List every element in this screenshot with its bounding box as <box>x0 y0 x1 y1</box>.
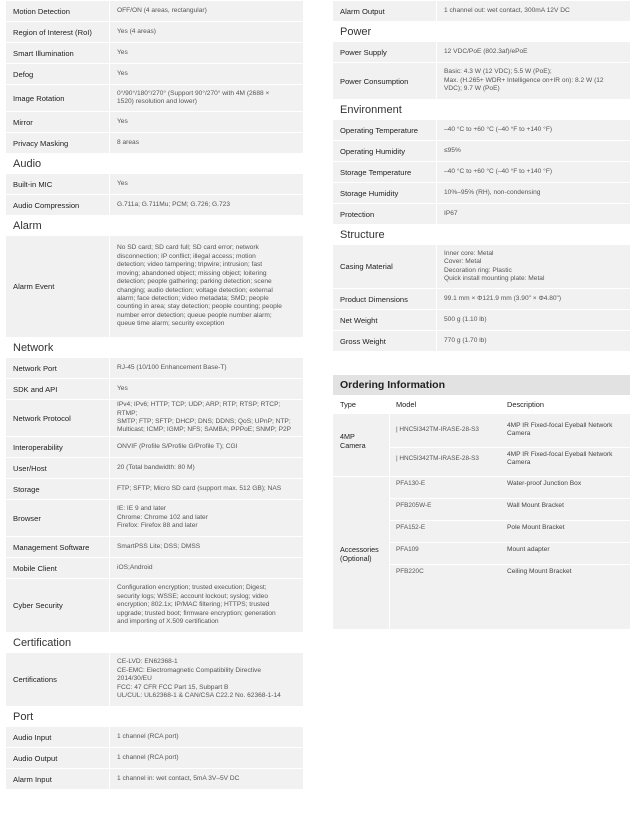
spec-value-line: 1 channel (RCA port) <box>117 753 179 761</box>
spec-label: SDK and API <box>13 384 58 394</box>
spec-group-alarm <box>6 235 303 337</box>
spec-row-audio-output <box>6 747 303 768</box>
spec-value-line: Decoration ring: Plastic <box>444 266 512 274</box>
spec-label: Browser <box>13 513 41 523</box>
spec-row-storage-temperature <box>333 161 630 182</box>
ordering-body <box>333 414 630 629</box>
spec-label: Privacy Masking <box>13 138 69 148</box>
spec-row-sdk-and-api <box>6 378 303 399</box>
spec-value-line: queue time alarm; security exception <box>117 320 225 328</box>
spec-value-line: Multicast; ICMP; IGMP; NFS; SAMBA; PPPoE; SNMP; P2P <box>117 426 292 434</box>
spec-label: Audio Output <box>13 753 58 763</box>
spec-value-line: ≤95% <box>444 146 461 154</box>
ordering-header-type: Type <box>340 400 357 409</box>
spec-value-line: G.711a; G.711Mu; PCM; G.726; G.723 <box>117 200 231 208</box>
spec-value-line: Yes <box>117 69 128 77</box>
spec-row-audio-compression <box>6 194 303 215</box>
spec-row-management-software <box>6 536 303 557</box>
spec-label: Audio Input <box>13 732 52 742</box>
spec-label: Region of Interest (RoI) <box>13 27 92 37</box>
spec-row-image-rotation <box>6 84 303 111</box>
spec-value-line: SmartPSS Lite; DSS; DMSS <box>117 542 201 550</box>
spec-value-line: alarm; face detection; video metadata; SMD; people <box>117 294 269 302</box>
spec-value <box>109 85 303 111</box>
spec-row-alarm-input <box>6 768 303 789</box>
spec-value-line: SMTP; FTP; SFTP; DHCP; DNS; DDNS; QoS; UPnP; NTP; <box>117 418 291 425</box>
ordering-description: Wall Mount Bracket <box>507 502 564 509</box>
section-title-power: Power <box>340 26 372 38</box>
spec-value-line: CE-EMC: Electromagnetic Compatibility Directive <box>117 666 262 674</box>
ordering-header-model: Model <box>396 400 417 409</box>
ordering-description: Ceiling Mount Bracket <box>507 568 572 575</box>
spec-value-line: No SD card; SD card full; SD card error; network <box>117 244 259 252</box>
section-title-certification: Certification <box>13 637 72 649</box>
spec-row-certifications <box>6 652 303 706</box>
spec-value <box>109 174 303 194</box>
spec-row-storage <box>6 478 303 499</box>
spec-value <box>436 310 630 330</box>
spec-group-power <box>333 41 630 99</box>
spec-row-defog <box>6 63 303 84</box>
spec-value-line: 500 g (1.10 lb) <box>444 315 487 323</box>
spec-label: Image Rotation <box>13 93 65 103</box>
spec-label: Defog <box>13 69 34 79</box>
spec-value <box>109 22 303 42</box>
spec-value-line: Firefox: Firefox 88 and later <box>117 522 198 530</box>
ordering-header-description: Description <box>507 400 544 409</box>
ordering-model: | HNC5I342TM-IRASE-28-S3 <box>396 455 479 462</box>
spec-value-line: Max. (H.265+ WDR+ Intelligence on+IR on): 8.2 W (12 <box>444 76 604 84</box>
spec-value-line: VDC); 9.7 W (PoE) <box>444 85 500 93</box>
left-spec-column <box>6 0 303 789</box>
spec-value-line: iOS;Android <box>117 563 153 571</box>
spec-label: Alarm Output <box>340 6 385 16</box>
spec-value-line: encryption; 802.1x; IP/MAC filtering; HTTPS; trusted <box>117 601 270 609</box>
spec-value-line: Yes <box>117 384 128 392</box>
spec-row-network-port <box>6 357 303 378</box>
spec-value-line: FCC: 47 CFR FCC Part 15, Subpart B <box>117 683 229 691</box>
right-spec-column <box>333 0 630 629</box>
spec-value <box>109 579 303 632</box>
spec-row-net-weight <box>333 309 630 330</box>
spec-row-mirror <box>6 111 303 132</box>
spec-value <box>109 748 303 768</box>
spec-value <box>109 64 303 84</box>
spec-label: Alarm Input <box>13 774 52 784</box>
spec-row-user-host <box>6 457 303 478</box>
spec-value <box>109 133 303 153</box>
ordering-description: 4MP IR Fixed-focal Eyeball Network Camera <box>507 422 613 438</box>
spec-group-structure <box>333 244 630 351</box>
spec-value-line: disconnection; IP conflict; illegal access; motion <box>117 252 256 260</box>
spec-label: Gross Weight <box>340 336 386 346</box>
spec-label: Storage Temperature <box>340 167 412 177</box>
spec-row-browser <box>6 499 303 536</box>
spec-value-line: detection; people gathering; parking detection; scene <box>117 278 272 286</box>
spec-value <box>109 379 303 399</box>
spec-value-line: 1 channel in: wet contact, 5mA 3V–5V DC <box>117 774 240 782</box>
spec-value <box>109 537 303 557</box>
spec-label: Power Supply <box>340 47 387 57</box>
spec-group-video <box>6 0 303 153</box>
spec-value <box>436 331 630 351</box>
ordering-type-accessories: Accessories (Optional) <box>340 545 379 563</box>
spec-row-privacy-masking <box>6 132 303 153</box>
section-title-audio: Audio <box>13 158 42 170</box>
spec-value-line: 20 (Total bandwidth: 80 M) <box>117 463 195 471</box>
spec-value <box>436 63 630 99</box>
spec-label: Smart Illumination <box>13 48 74 58</box>
spec-value-line: Inner core: Metal <box>444 249 494 257</box>
spec-label: Cyber Security <box>13 601 63 610</box>
spec-label: Built-in MIC <box>13 179 53 189</box>
spec-value <box>109 653 303 706</box>
ordering-model: PFA130-E <box>396 480 426 487</box>
ordering-description: Pole Mount Bracket <box>507 524 565 531</box>
spec-row-cyber-security <box>6 578 303 632</box>
ordering-row-divider <box>389 447 630 448</box>
spec-value-line: Yes (4 areas) <box>117 27 156 35</box>
spec-group-certification <box>6 652 303 706</box>
spec-row-product-dimensions <box>333 288 630 309</box>
spec-value <box>436 245 630 288</box>
spec-value <box>436 162 630 182</box>
spec-group-environment <box>333 119 630 224</box>
spec-value-line: RJ-45 (10/100 Enhancement Base-T) <box>117 363 227 371</box>
spec-value <box>109 769 303 789</box>
spec-group-alarm-output <box>333 0 630 21</box>
spec-value-line: IPv4; IPv6; HTTP; TCP; UDP; ARP; RTP; RTSP; RTCP; RTMP; <box>117 401 281 417</box>
spec-label: Storage <box>13 484 40 494</box>
spec-value <box>109 558 303 578</box>
spec-label: Network Port <box>13 363 57 373</box>
spec-row-storage-humidity <box>333 182 630 203</box>
spec-value-line: Cover: Metal <box>444 258 482 266</box>
spec-value-line: Yes <box>117 179 128 187</box>
spec-value-line: –40 °C to +60 °C (–40 °F to +140 °F) <box>444 167 553 175</box>
spec-label: Casing Material <box>340 262 393 271</box>
spec-value-line: counting in area; stay detection; people counting; people <box>117 303 282 311</box>
spec-value-line: 99.1 mm × Φ121.9 mm (3.90" × Φ4.80") <box>444 294 562 302</box>
spec-label: Audio Compression <box>13 200 80 210</box>
spec-value <box>436 141 630 161</box>
spec-value-line: CE-LVD: EN62368-1 <box>117 658 178 666</box>
spec-label: User/Host <box>13 463 47 473</box>
ordering-model: PFB205W-E <box>396 502 432 509</box>
spec-row-power-consumption <box>333 62 630 99</box>
spec-value-line: detection; video tampering; tripwire; intrusion; fast <box>117 261 263 269</box>
spec-group-port <box>6 726 303 789</box>
spec-value-line: and importing of X.509 certification <box>117 618 219 626</box>
spec-value <box>109 437 303 457</box>
ordering-header-row <box>333 395 630 414</box>
section-title-environment: Environment <box>340 104 402 116</box>
spec-label: Product Dimensions <box>340 294 408 304</box>
spec-value-line: 10%–95% (RH), non-condensing <box>444 188 541 196</box>
section-title-alarm: Alarm <box>13 220 42 232</box>
spec-label: Mirror <box>13 117 33 127</box>
spec-value-line: IE: IE 9 and later <box>117 505 167 513</box>
spec-value <box>109 43 303 63</box>
spec-row-built-in-mic <box>6 173 303 194</box>
spec-row-casing-material <box>333 244 630 288</box>
ordering-row-divider <box>389 564 630 565</box>
spec-value-line: 8 areas <box>117 138 139 146</box>
ordering-title: Ordering Information <box>333 375 630 395</box>
spec-value <box>436 204 630 224</box>
spec-value-line: 0°/90°/180°/270° (Support 90°/270° with 4M (2688 × <box>117 89 270 97</box>
spec-value <box>436 1 630 21</box>
spec-row-interoperability <box>6 436 303 457</box>
spec-label: Operating Temperature <box>340 125 418 135</box>
spec-row-motion-detection <box>6 0 303 21</box>
spec-value-line: Basic: 4.3 W (12 VDC); 5.5 W (PoE); <box>444 68 552 76</box>
spec-label: Network Protocol <box>13 413 71 423</box>
spec-label: Storage Humidity <box>340 188 399 198</box>
ordering-row-divider <box>389 498 630 499</box>
ordering-table <box>333 375 630 629</box>
spec-label: Mobile Client <box>13 563 57 573</box>
spec-value <box>109 479 303 499</box>
spec-row-operating-temperature <box>333 119 630 140</box>
spec-label: Motion Detection <box>13 6 70 16</box>
spec-value <box>109 195 303 215</box>
spec-label: Net Weight <box>340 315 378 325</box>
spec-value-line: 1520) resolution and lower) <box>117 98 197 105</box>
spec-label: Interoperability <box>13 442 63 452</box>
ordering-description: 4MP IR Fixed-focal Eyeball Network Camera <box>507 451 613 467</box>
spec-row-audio-input <box>6 726 303 747</box>
spec-value <box>436 289 630 309</box>
spec-row-alarm-event <box>6 235 303 337</box>
spec-value-line: OFF/ON (4 areas, rectangular) <box>117 6 207 14</box>
spec-value-line: changing; audio detection; voltage detection; external <box>117 286 273 294</box>
spec-value-line: 2014/30/EU <box>117 675 152 683</box>
spec-row-operating-humidity <box>333 140 630 161</box>
spec-label: Operating Humidity <box>340 146 405 156</box>
spec-value-line: Configuration encryption; trusted execution; Digest; <box>117 584 267 592</box>
section-title-network: Network <box>13 342 54 354</box>
ordering-model: | HNC5I342TM-IRASE-28-S3 <box>396 426 479 433</box>
section-title-port: Port <box>13 711 34 723</box>
spec-row-network-protocol <box>6 399 303 436</box>
spec-value <box>109 236 303 337</box>
spec-value-line: 1 channel out: wet contact, 300mA 12V DC <box>444 6 570 14</box>
spec-row-power-supply <box>333 41 630 62</box>
ordering-description: Water-proof Junction Box <box>507 480 582 487</box>
spec-value-line: upgrade; trusted boot; firmware encryption; generation <box>117 609 276 617</box>
spec-value-line: Chrome: Chrome 102 and later <box>117 513 208 521</box>
spec-value-line: UL/CUL: UL62368-1 & CAN/CSA C22.2 No. 62368-1-14 <box>117 692 281 700</box>
spec-group-audio <box>6 173 303 215</box>
ordering-type-camera: 4MP Camera <box>340 432 366 450</box>
spec-value <box>109 400 303 436</box>
spec-value-line: Yes <box>117 117 128 125</box>
spec-label: Alarm Event <box>13 282 55 291</box>
ordering-model: PFA109 <box>396 546 419 553</box>
spec-value-line: FTP; SFTP; Micro SD card (support max. 512 GB); NAS <box>117 484 282 492</box>
spec-value <box>436 42 630 62</box>
spec-value-line: moving; abandoned object; missing object; loitering <box>117 269 267 277</box>
ordering-model: PFB220C <box>396 568 424 575</box>
spec-row-mobile-client <box>6 557 303 578</box>
spec-value <box>436 120 630 140</box>
spec-label: Protection <box>340 209 375 219</box>
spec-label: Certifications <box>13 675 57 684</box>
ordering-row-divider <box>389 520 630 521</box>
spec-value-line: number error detection; queue people number alarm; <box>117 311 272 319</box>
section-title-structure: Structure <box>340 229 385 241</box>
spec-value <box>436 183 630 203</box>
spec-value <box>109 358 303 378</box>
spec-value <box>109 1 303 21</box>
ordering-row-divider <box>389 542 630 543</box>
spec-row-protection <box>333 203 630 224</box>
spec-value-line: –40 °C to +60 °C (–40 °F to +140 °F) <box>444 125 553 133</box>
spec-value <box>109 458 303 478</box>
spec-value <box>109 727 303 747</box>
spec-value-line: security logs; WSSE; account lockout; syslog; video <box>117 592 268 600</box>
ordering-description: Mount adapter <box>507 546 550 553</box>
ordering-row-divider <box>333 476 630 477</box>
spec-row-alarm-output <box>333 0 630 21</box>
spec-value-line: 770 g (1.70 lb) <box>444 336 487 344</box>
spec-label: Management Software <box>13 542 90 552</box>
spec-label: Power Consumption <box>340 76 409 86</box>
ordering-model: PFA152-E <box>396 524 426 531</box>
spec-value-line: 12 VDC/PoE (802.3af)/ePoE <box>444 47 528 55</box>
spec-value <box>109 112 303 132</box>
spec-value-line: IP67 <box>444 209 458 217</box>
spec-value-line: ONVIF (Profile S/Profile G/Profile T); CGI <box>117 442 238 450</box>
spec-group-network <box>6 357 303 632</box>
spec-row-gross-weight <box>333 330 630 351</box>
spec-value-line: Yes <box>117 48 128 56</box>
spec-value-line: Quick install mounting plate: Metal <box>444 274 545 282</box>
spec-row-region-of-interest-roi <box>6 21 303 42</box>
spec-value-line: 1 channel (RCA port) <box>117 732 179 740</box>
spec-value <box>109 500 303 536</box>
spec-row-smart-illumination <box>6 42 303 63</box>
